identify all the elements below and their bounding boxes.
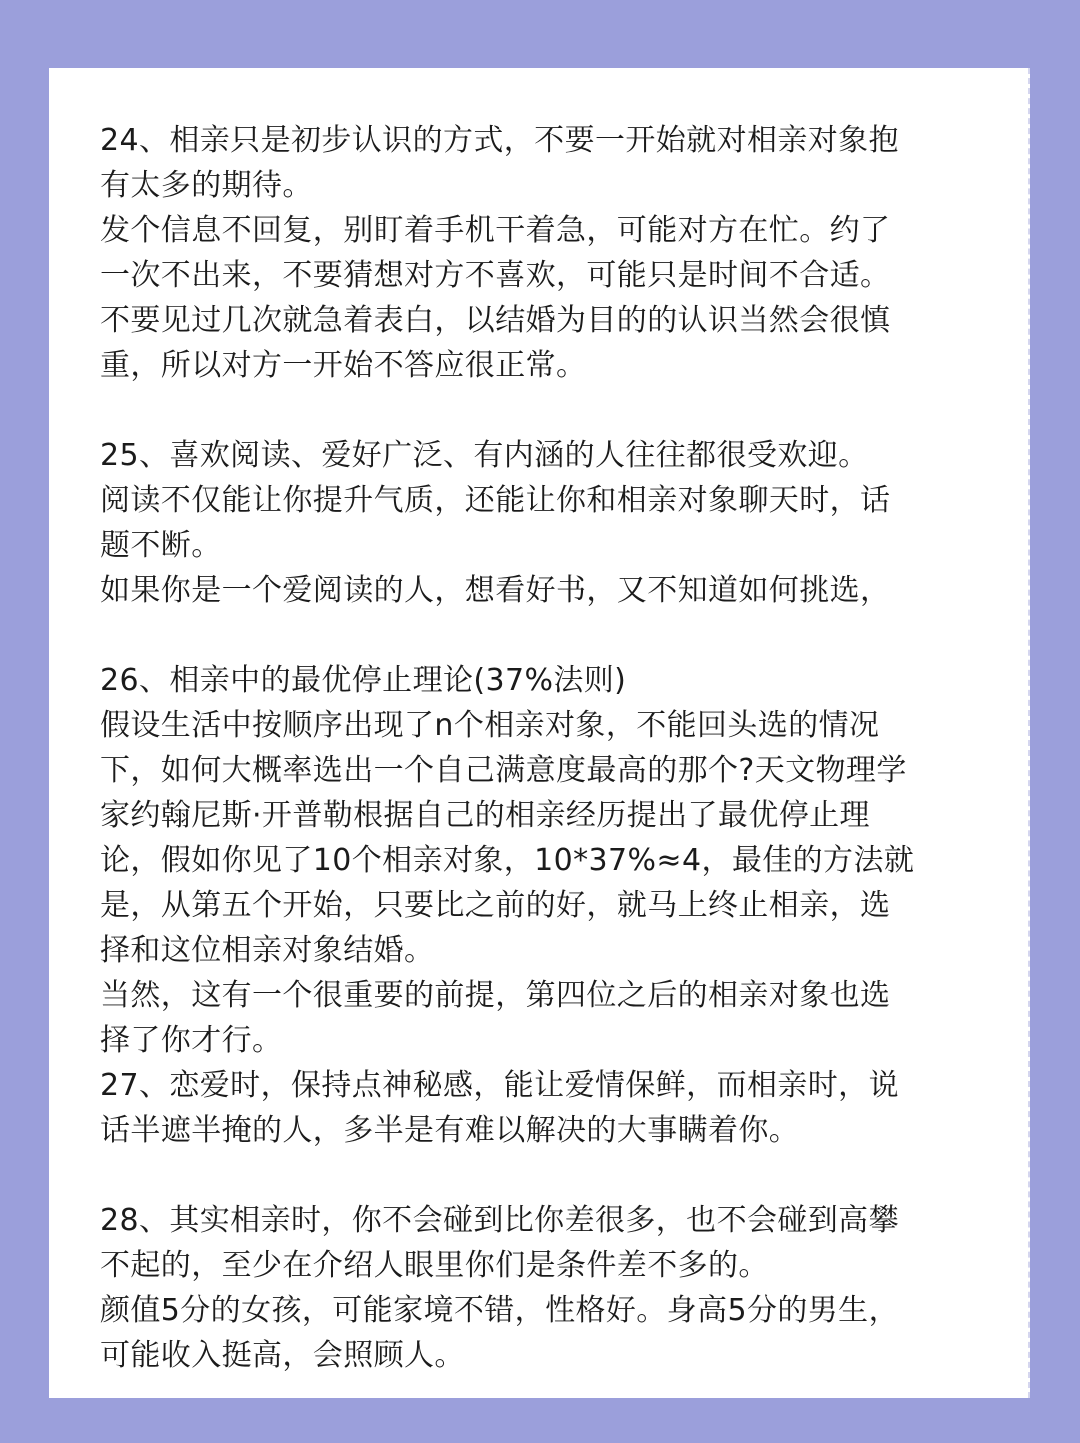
tip-26-line-2: 假设生活中按顺序出现了n个相亲对象，不能回头选的情况: [100, 708, 880, 743]
tip-28-line-1: 28、其实相亲时，你不会碰到比你差很多，也不会碰到高攀: [100, 1203, 899, 1238]
tip-26-line-4: 家约翰尼斯·开普勒根据自己的相亲经历提出了最优停止理: [100, 798, 870, 833]
tip-25-line-4: 如果你是一个爱阅读的人，想看好书，又不知道如何挑选，: [100, 573, 891, 608]
paragraph-gap: [100, 388, 980, 433]
tip-26-line-1: 26、相亲中的最优停止理论(37%法则): [100, 663, 627, 698]
tip-28-line-2: 不起的，至少在介绍人眼里你们是条件差不多的。: [100, 1248, 769, 1283]
tip-24-line-6: 重，所以对方一开始不答应很正常。: [100, 348, 587, 383]
tip-25-line-1: 25、喜欢阅读、爱好广泛、有内涵的人往往都很受欢迎。: [100, 438, 869, 473]
tip-26-line-3: 下，如何大概率选出一个自己满意度最高的那个?天文物理学: [100, 753, 907, 788]
tip-26-line-9: 择了你才行。: [100, 1023, 283, 1058]
tip-26-line-6: 是，从第五个开始，只要比之前的好，就马上终止相亲，选: [100, 888, 891, 923]
tip-24-line-1: 24、相亲只是初步认识的方式，不要一开始就对相亲对象抱: [100, 123, 899, 158]
tip-25-line-3: 题不断。: [100, 528, 222, 563]
tip-24-line-3: 发个信息不回复，别盯着手机干着急，可能对方在忙。约了: [100, 213, 891, 248]
tip-25-line-2: 阅读不仅能让你提升气质，还能让你和相亲对象聊天时，话: [100, 483, 891, 518]
article-text: [100, 118, 980, 1378]
tip-26-line-8: 当然，这有一个很重要的前提，第四位之后的相亲对象也选: [100, 978, 891, 1013]
paragraph-gap: [100, 613, 980, 658]
tip-28-line-4: 可能收入挺高，会照顾人。: [100, 1338, 465, 1373]
tip-24-line-5: 不要见过几次就急着表白，以结婚为目的的认识当然会很慎: [100, 303, 891, 338]
tip-27-line-1: 27、恋爱时，保持点神秘感，能让爱情保鲜，而相亲时，说: [100, 1068, 899, 1103]
tip-26-line-7: 择和这位相亲对象结婚。: [100, 933, 435, 968]
tip-28-line-3: 颜值5分的女孩，可能家境不错，性格好。身高5分的男生，: [100, 1293, 899, 1328]
tip-24-line-2: 有太多的期待。: [100, 168, 313, 203]
tip-27-line-2: 话半遮半掩的人，多半是有难以解决的大事瞒着你。: [100, 1113, 800, 1148]
paragraph-gap: [100, 1153, 980, 1198]
tip-24-line-4: 一次不出来，不要猜想对方不喜欢，可能只是时间不合适。: [100, 258, 891, 293]
tip-26-line-5: 论，假如你见了10个相亲对象，10*37%≈4，最佳的方法就: [100, 843, 915, 878]
